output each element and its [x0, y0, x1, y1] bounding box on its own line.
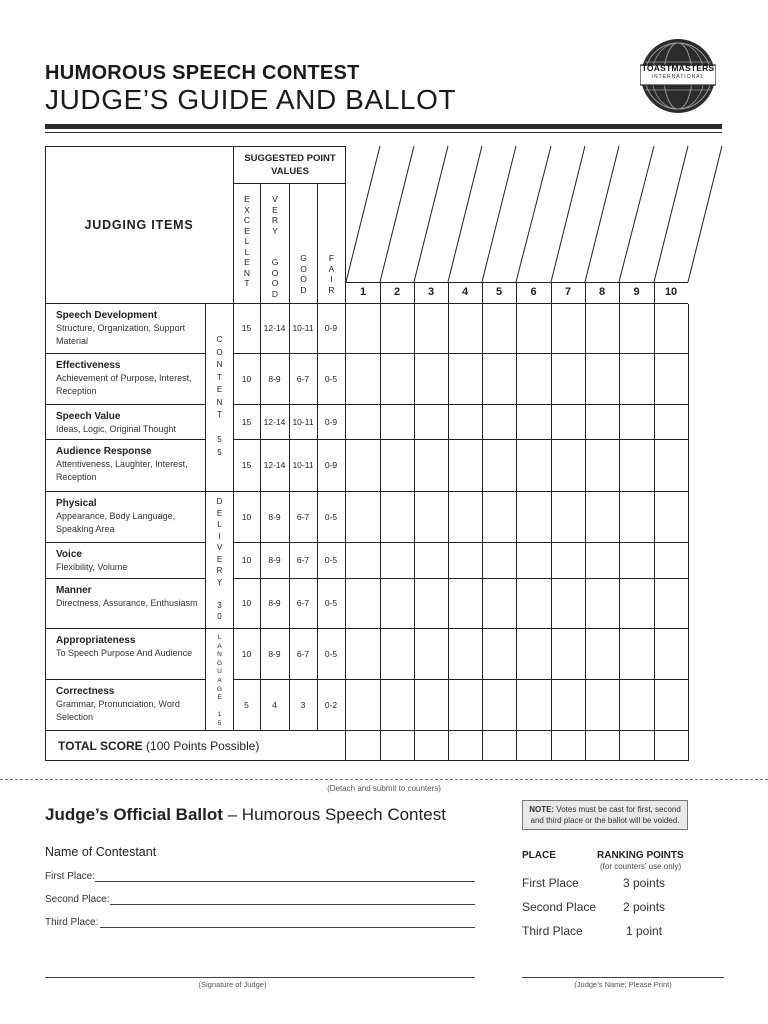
contestant-number-10: 10 [664, 286, 678, 298]
contestant-number-6: 6 [530, 286, 537, 298]
judging-item [56, 584, 201, 610]
third-place-label: Third Place: [45, 917, 99, 928]
suggested-point-value: 0-5 [324, 373, 338, 384]
suggested-point-value: 10-11 [292, 460, 314, 470]
first-place-field[interactable] [95, 881, 475, 882]
name-of-contestant-label: Name of Contestant [45, 845, 157, 859]
judging-item [56, 410, 201, 436]
suggested-point-value: 10-11 [292, 416, 314, 427]
suggested-point-value: 12-14 [263, 416, 286, 427]
contestant-number-9: 9 [633, 286, 640, 298]
contestant-number-4: 4 [461, 286, 469, 298]
header-good: G O O D [300, 253, 307, 295]
contestant-number-1: 1 [359, 286, 367, 298]
suggested-point-value: 6-7 [296, 555, 310, 565]
category-language: L A N G U A G E 1 5 [216, 634, 223, 727]
judge-name-field[interactable] [522, 977, 724, 978]
judging-item-description: Appearance, Body Language, Speaking Area [56, 511, 176, 534]
contestant-number-8: 8 [598, 286, 606, 298]
suggested-point-value: 8-9 [268, 648, 281, 659]
suggested-point-value: 0-2 [324, 699, 338, 710]
suggested-point-value: 10 [241, 555, 252, 565]
ranking-second-points: 2 points [623, 900, 666, 914]
ballot-title: Judge’s Official Ballot – Humorous Speech Contest [45, 805, 446, 824]
header-excellent: E X C E L L E N T [243, 194, 251, 288]
contestant-number-5: 5 [495, 286, 503, 298]
suggested-point-value: 15 [241, 416, 252, 427]
detach-line [0, 779, 768, 780]
logo-wordmark: TOASTMASTERS INTERNATIONAL [641, 63, 715, 80]
detach-instruction: (Detach and submit to counters) [327, 784, 441, 793]
suggested-point-value: 6-7 [296, 373, 310, 384]
suggested-point-value: 10 [241, 373, 252, 384]
suggested-point-value: 0-5 [324, 648, 338, 659]
judging-item-title: Appropriateness [56, 635, 136, 646]
second-place-label: Second Place: [45, 894, 110, 905]
suggested-point-value: 8-9 [268, 598, 281, 608]
suggested-point-value: 12-14 [263, 460, 286, 470]
suggested-point-value: 10 [241, 598, 252, 608]
judging-item [56, 309, 201, 348]
ranking-third-place: Third Place [522, 924, 583, 938]
judging-item [56, 634, 201, 660]
suggested-point-value: 10 [241, 648, 252, 659]
judging-item-title: Speech Value [56, 411, 121, 422]
contestant-number-2: 2 [393, 286, 401, 298]
suggested-point-value: 12-14 [263, 323, 286, 333]
judging-items-label: JUDGING ITEMS [84, 218, 194, 232]
judging-item-title: Manner [56, 585, 92, 596]
contestant-number-3: 3 [427, 286, 435, 298]
judging-item-description: Flexibility, Volume [56, 562, 128, 572]
suggested-point-value: 0-9 [324, 323, 338, 333]
judging-item-title: Effectiveness [56, 360, 121, 371]
judge-signature-field[interactable] [45, 977, 475, 978]
suggested-point-value: 8-9 [268, 373, 281, 384]
ranking-points-header: RANKING POINTS [597, 850, 684, 861]
contest-title: HUMOROUS SPEECH CONTEST [45, 62, 360, 84]
suggested-point-value: 0-9 [324, 416, 338, 427]
judging-item [56, 359, 201, 398]
suggested-point-value: 10 [241, 511, 252, 522]
third-place-field[interactable] [100, 927, 475, 928]
judging-item-title: Physical [56, 498, 97, 509]
judging-item-description: To Speech Purpose And Audience [56, 648, 193, 658]
suggested-point-value: 0-5 [324, 555, 338, 565]
judging-item-description: Achievement of Purpose, Interest, Reception [56, 373, 192, 396]
judging-item [56, 548, 201, 574]
suggested-point-value: 6-7 [296, 598, 310, 608]
judge-name-caption: (Judge’s Name; Please Print) [574, 980, 672, 989]
ranking-points-note: (for counters' use only) [600, 862, 682, 871]
category-content: C O N T E N T 5 5 [216, 335, 223, 457]
ballot-note: NOTE: Votes must be cast for first, second and third place or the ballot will be voided. [522, 800, 688, 830]
suggested-point-value: 6-7 [296, 648, 310, 659]
judging-item-description: Attentiveness, Laughter, Interest, Reception [56, 459, 188, 482]
judging-item [56, 497, 201, 536]
judging-item-description: Structure, Organization, Support Material [56, 323, 186, 346]
header-very-good: V E R Y G O O D [271, 194, 279, 299]
judging-item-description: Grammar, Pronunciation, Word Selection [56, 699, 180, 722]
signature-caption: (Signature of Judge) [198, 980, 267, 989]
second-place-field[interactable] [110, 904, 475, 905]
judging-item [56, 445, 201, 484]
total-score-label: TOTAL SCORE (100 Points Possible) [58, 739, 260, 753]
ranking-third-points: 1 point [626, 924, 663, 938]
place-header: PLACE [522, 850, 556, 861]
judging-item-title: Voice [56, 549, 82, 560]
suggested-point-value: 15 [241, 323, 252, 333]
ranking-first-place: First Place [522, 876, 579, 890]
suggested-point-value: 15 [241, 460, 252, 470]
judging-item-description: Directness, Assurance, Enthusiasm [56, 598, 198, 608]
judging-item [56, 685, 201, 724]
suggested-point-value: 4 [272, 699, 277, 710]
suggested-point-value: 6-7 [296, 511, 310, 522]
suggested-point-value: 10-11 [292, 323, 314, 333]
category-delivery: D E L I V E R Y 3 0 [216, 497, 223, 621]
first-place-label: First Place: [45, 871, 96, 882]
suggested-point-value: 0-9 [324, 460, 338, 470]
ranking-second-place: Second Place [522, 900, 597, 914]
judging-item-title: Correctness [56, 686, 115, 697]
judging-item-title: Audience Response [56, 446, 152, 457]
ranking-first-points: 3 points [623, 876, 666, 890]
judging-item-description: Ideas, Logic, Original Thought [56, 424, 176, 434]
judging-item-title: Speech Development [56, 310, 158, 321]
suggested-point-value: 0-5 [324, 511, 338, 522]
header-fair: F A I R [328, 253, 335, 295]
suggested-point-value: 3 [300, 699, 306, 710]
suggested-point-value: 0-5 [324, 598, 338, 608]
guide-title: JUDGE’S GUIDE AND BALLOT [45, 84, 457, 115]
suggested-point-value: 8-9 [268, 511, 281, 522]
suggested-point-values-label: SUGGESTED POINT VALUES [244, 153, 336, 177]
suggested-point-value: 5 [244, 699, 249, 710]
suggested-point-value: 8-9 [268, 555, 281, 565]
contestant-number-7: 7 [564, 286, 572, 298]
